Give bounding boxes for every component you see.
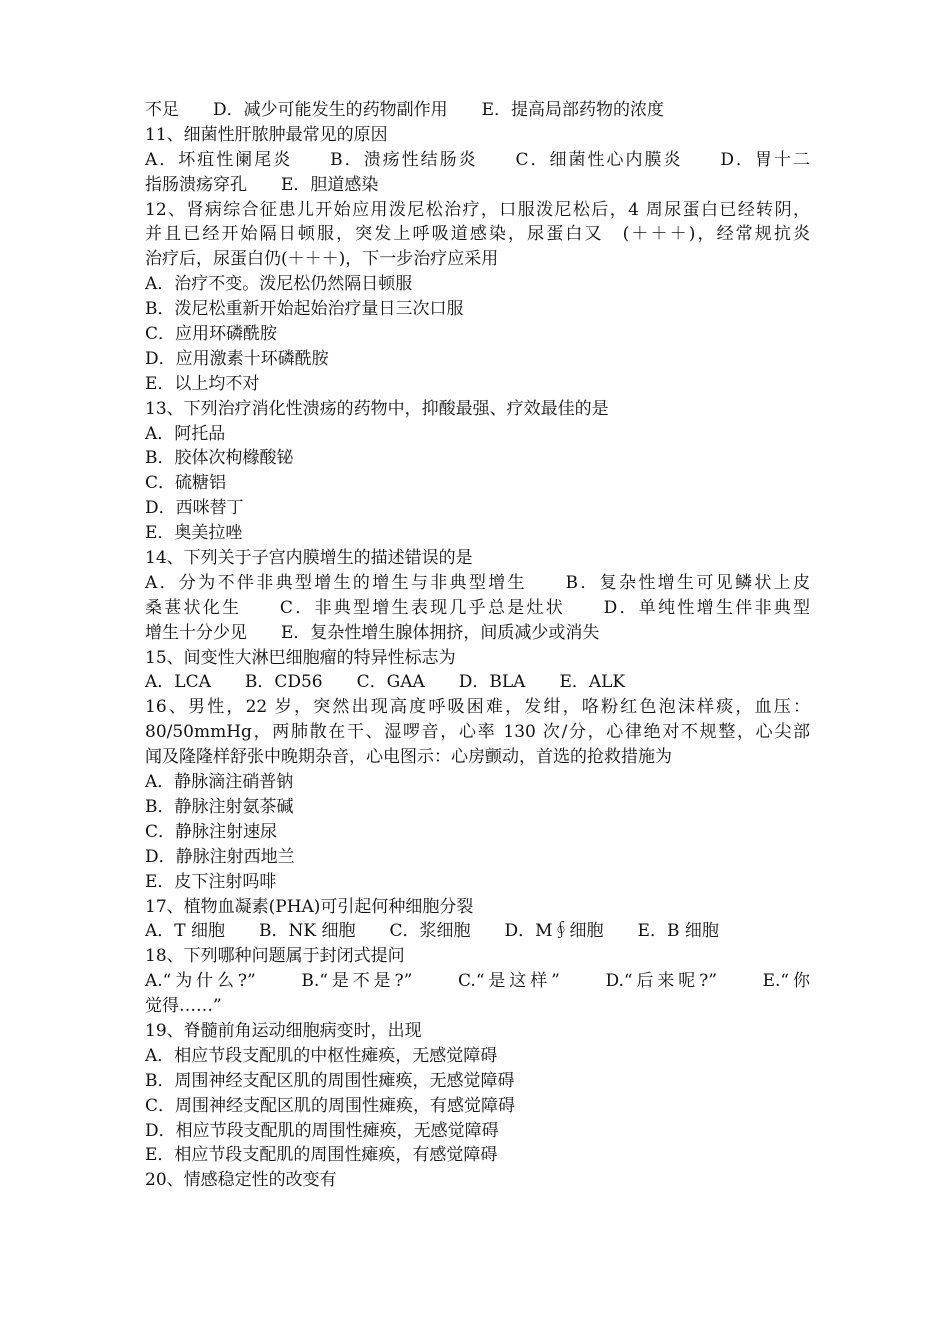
text-line: 并且已经开始隔日顿服，突发上呼吸道感染，尿蛋白又 (＋＋＋)，经常规抗炎 xyxy=(145,224,810,245)
text-line: 闻及隆隆样舒张中晚期杂音，心电图示：心房颤动，首选的抢救措施为 xyxy=(145,747,672,768)
text-line: A．相应节段支配肌的中枢性瘫痪，无感觉障碍 xyxy=(145,1045,498,1066)
text-line: D．应用激素十环磷酰胺 xyxy=(145,348,329,369)
text-line: 18、下列哪种问题属于封闭式提问 xyxy=(145,946,405,967)
text-line: C．应用环磷酰胺 xyxy=(145,324,278,345)
text-line: 14、下列关于子宫内膜增生的描述错误的是 xyxy=(145,548,473,569)
text-line: 17、植物血凝素(PHA)可引起何种细胞分裂 xyxy=(145,896,474,917)
text-line: A．静脉滴注硝普钠 xyxy=(145,772,294,793)
text-line: 16、男性，22 岁，突然出现高度呼吸困难，发绀，咯粉红色泡沫样痰，血压： xyxy=(145,697,810,718)
text-line: D．西咪替丁 xyxy=(145,498,244,519)
text-line: C．静脉注射速尿 xyxy=(145,821,278,842)
text-line: 20、情感稳定性的改变有 xyxy=(145,1170,337,1191)
text-line: 指肠溃疡穿孔 E．胆道感染 xyxy=(145,174,379,195)
text-line: E．奥美拉唑 xyxy=(145,523,243,544)
text-line: D．静脉注射西地兰 xyxy=(145,846,295,867)
text-line: C．周围神经支配区肌的周围性瘫痪，有感觉障碍 xyxy=(145,1095,516,1116)
text-line: A．治疗不变。泼尼松仍然隔日顿服 xyxy=(145,274,413,295)
text-line: D．相应节段支配肌的周围性瘫痪，无感觉障碍 xyxy=(145,1120,499,1141)
text-line: A．LCA B．CD56 C．GAA D．BLA E．ALK xyxy=(145,672,626,693)
text-line: B．周围神经支配区肌的周围性瘫痪，无感觉障碍 xyxy=(145,1070,515,1091)
text-line: 15、间变性大淋巴细胞瘤的特异性标志为 xyxy=(145,647,456,668)
text-line: C．硫糖铝 xyxy=(145,473,227,494)
text-line: A．坏疽性阑尾炎 B．溃疡性结肠炎 C．细菌性心内膜炎 D．胃十二 xyxy=(145,149,810,170)
text-line: B．静脉注射氨茶碱 xyxy=(145,796,294,817)
text-line: 13、下列治疗消化性溃疡的药物中，抑酸最强、疗效最佳的是 xyxy=(145,398,609,419)
text-line: E．以上均不对 xyxy=(145,373,260,394)
text-line: 桑葚状化生 C．非典型增生表现几乎总是灶状 D．单纯性增生伴非典型 xyxy=(145,597,810,618)
text-line: 19、脊髓前角运动细胞病变时，出现 xyxy=(145,1020,422,1041)
text-line: 觉得……” xyxy=(145,996,222,1017)
text-line: E．皮下注射吗啡 xyxy=(145,871,277,892)
text-line: 11、细菌性肝脓肿最常见的原因 xyxy=(145,124,388,145)
text-line: A．分为不伴非典型增生的增生与非典型增生 B．复杂性增生可见鳞状上皮 xyxy=(145,572,810,593)
text-line: 不足 D．减少可能发生的药物副作用 E．提高局部药物的浓度 xyxy=(145,100,665,120)
text-line: A．T 细胞 B．NK 细胞 C．浆细胞 D．M∮细胞 E．B 细胞 xyxy=(145,921,719,942)
text-line: A.“为什么?” B.“是不是?” C.“是这样” D.“后来呢?” E.“你 xyxy=(145,971,810,992)
text-line: 治疗后，尿蛋白仍(＋＋＋)，下一步治疗应采用 xyxy=(145,249,499,270)
text-line: B．胶体次枸橼酸铋 xyxy=(145,448,294,469)
text-line: 12、肾病综合征患儿开始应用泼尼松治疗，口服泼尼松后，4 周尿蛋白已经转阴， xyxy=(145,199,810,220)
text-line: E．相应节段支配肌的周围性瘫痪，有感觉障碍 xyxy=(145,1145,498,1166)
text-line: 增生十分少见 E．复杂性增生腺体拥挤，间质减少或消失 xyxy=(145,622,600,643)
text-line: 80/50mmHg，两肺散在干、湿啰音，心率 130 次/分，心律绝对不规整，心尖部 xyxy=(145,722,810,743)
text-line: A．阿托品 xyxy=(145,423,226,444)
document-body xyxy=(145,98,810,1193)
text-line: B．泼尼松重新开始起始治疗量日三次口服 xyxy=(145,299,464,320)
